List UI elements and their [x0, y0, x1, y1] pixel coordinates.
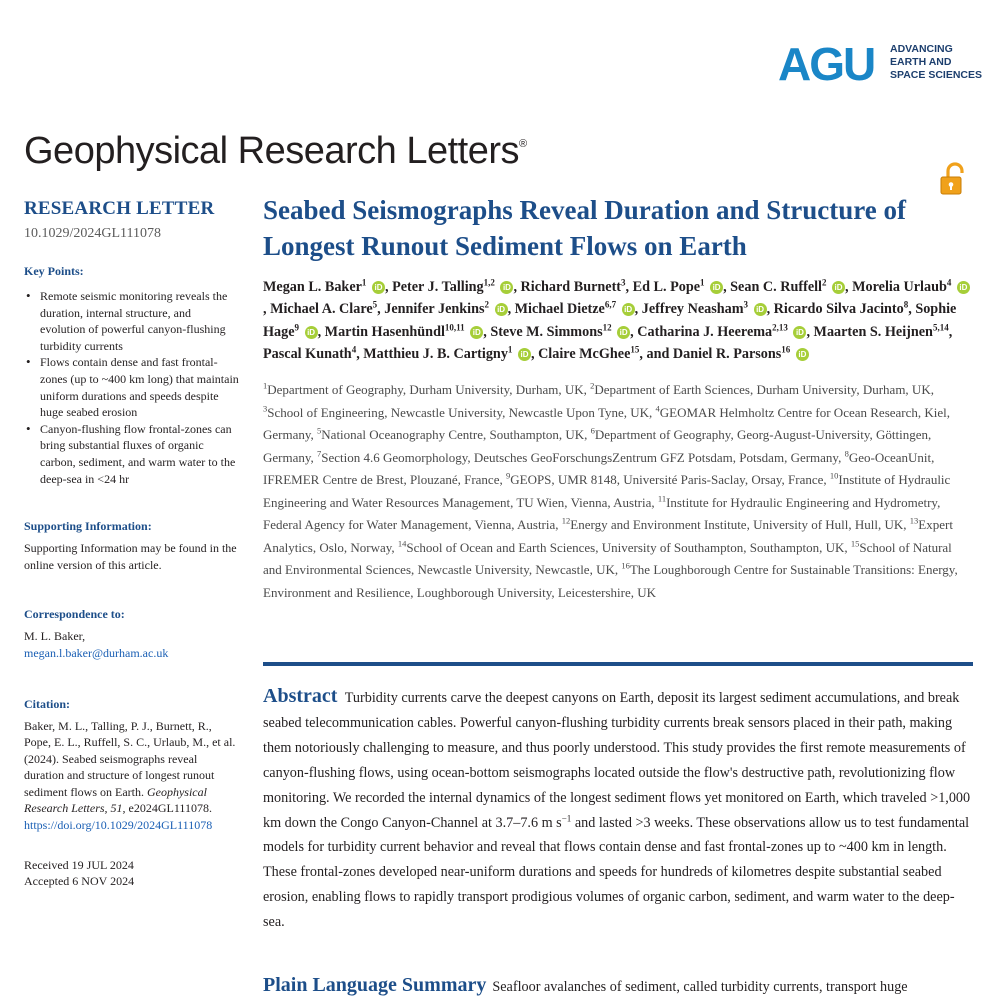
- affiliation-text: Expert Analytics, Oslo, Norway,: [263, 517, 953, 555]
- author-name: Megan L. Baker: [263, 279, 362, 295]
- author-separator: ,: [530, 345, 539, 362]
- affiliation-number: 8: [844, 448, 849, 459]
- author-separator: ,: [317, 323, 325, 340]
- abstract-superscript: −1: [561, 812, 572, 823]
- citation-heading: Citation:: [24, 696, 70, 711]
- affiliation-number: 12: [561, 515, 571, 526]
- author-separator: ,: [634, 301, 642, 318]
- author-name: Sophie Hage: [263, 301, 957, 340]
- author-name: Claire McGhee: [538, 345, 631, 362]
- orcid-icon[interactable]: iD: [372, 281, 385, 294]
- author: [813, 321, 953, 340]
- affiliation-text: Department of Geography, Durham University, Durham, UK,: [267, 382, 591, 398]
- author: [392, 279, 520, 295]
- author-separator: ,: [845, 279, 853, 295]
- author: [774, 301, 916, 317]
- author-separator: ,: [948, 323, 953, 340]
- citation: [24, 718, 239, 834]
- key-points-heading: Key Points:: [24, 264, 84, 278]
- journal-name: Geophysical Research Letters: [24, 130, 520, 172]
- affiliation-text: Energy and Environment Institute, University of Hull, Hull, UK,: [570, 517, 910, 533]
- article-header: [263, 192, 973, 604]
- author-affiliation-number: 1: [700, 277, 705, 288]
- supporting-info-heading: Supporting Information:: [24, 519, 152, 534]
- affiliation-text: Institute for Hydraulic Engineering and Hydrometry, Federal Agency for Water Management, Vienna, Austria,: [263, 494, 941, 533]
- key-point: • Remote seismic monitoring reveals the duration, internal structure, and evolution of powerful canyon-flushing turbidity currents: [24, 288, 239, 354]
- affiliation-text: Section 4.6 Geomorphology, Deutsches GeoForschungsZentrum GFZ Potsdam, Potsdam, Germany,: [321, 449, 845, 465]
- author-list: [263, 276, 973, 365]
- agu-logo-mark: AGU: [778, 38, 875, 90]
- author-name: Martin Hasenhündl: [324, 323, 445, 340]
- dates: [24, 857, 239, 890]
- author: [538, 346, 673, 362]
- orcid-icon[interactable]: iD: [832, 281, 845, 294]
- author-name: Ricardo Silva Jacinto: [773, 301, 904, 318]
- correspondence-email-link[interactable]: megan.l.baker@durham.ac.uk: [24, 645, 169, 660]
- author-separator: ,: [723, 279, 731, 295]
- author-separator: ,: [507, 301, 515, 318]
- author-separator: ,: [806, 323, 814, 340]
- author-affiliation-number: 8: [903, 299, 909, 310]
- affiliation-text: The Loughborough Centre for Sustainable Transitions: Energy, Environment and Resilience, Loughborough University, Leicestershire, UK: [263, 562, 958, 600]
- agu-tagline-line: ADVANCING: [890, 43, 953, 55]
- supporting-info-text: Supporting Information may be found in the online version of this article.: [24, 541, 237, 572]
- citation-id: e2024GL111078.: [128, 801, 212, 816]
- author-affiliation-number: 3: [621, 277, 626, 288]
- author-name: Sean C. Ruffell: [730, 279, 822, 295]
- key-point: • Flows contain dense and fast frontal-zones (up to ~400 km long) that maintain uniform durations and speeds despite huge seabed erosion: [24, 354, 239, 420]
- orcid-icon[interactable]: iD: [754, 303, 767, 316]
- abstract-text-continued: and lasted >3 weeks. These observations allow us to test fundamental models for turbidity current behavior and reveal that flows contain dense and fast frontal-zones up to ~400 km in length. These frontal-zones developed near-uniform durations and speeds for hundreds of kilometres despite substantial seabed erosion, enabling flows to rapidly transport prodigious volumes of organic carbon, sediment, and warm water to the deep-sea.: [263, 814, 970, 931]
- author-affiliation-number: 12: [602, 321, 612, 332]
- plain-language-summary: [263, 973, 983, 999]
- author-name: Ed L. Pope: [632, 279, 701, 295]
- author-affiliation-number: 2: [484, 299, 490, 310]
- correspondence: [24, 628, 239, 661]
- doi: 10.1029/2024GL111078: [24, 226, 162, 241]
- author-affiliation-number: 4: [946, 277, 952, 288]
- author-separator: ,: [630, 323, 638, 340]
- author-separator: ,: [908, 301, 916, 318]
- received-date: Received 19 JUL 2024: [24, 857, 134, 872]
- author: [270, 301, 384, 317]
- orcid-icon[interactable]: iD: [957, 281, 970, 294]
- affiliation-number: 9: [505, 470, 511, 481]
- author: [633, 279, 731, 295]
- affiliation-number: 5: [317, 425, 322, 436]
- author-affiliation-number: 16: [781, 344, 791, 355]
- citation-doi-link[interactable]: https://doi.org/10.1029/2024GL111078: [24, 818, 213, 833]
- author-name: Richard Burnett: [520, 279, 622, 295]
- journal-title: [24, 130, 527, 173]
- author: [642, 301, 774, 317]
- article-type: RESEARCH LETTER: [24, 198, 215, 219]
- author-name: Steve M. Simmons: [490, 323, 603, 340]
- author-affiliation-number: 2,13: [772, 321, 788, 332]
- affiliation-number: 10: [829, 470, 839, 481]
- author-separator: , and: [639, 345, 673, 362]
- author: [637, 321, 814, 340]
- author-separator: ,: [625, 279, 633, 295]
- author-separator: ,: [384, 279, 393, 295]
- affiliation-text: Geo-OceanUnit, IFREMER Centre de Brest, Plouzané, France,: [263, 449, 935, 488]
- orcid-icon[interactable]: iD: [622, 303, 635, 316]
- abstract-heading: Abstract: [263, 685, 338, 707]
- affiliation-number: 2: [590, 380, 595, 391]
- affiliation-number: 6: [590, 425, 595, 436]
- affiliation-number: 16: [621, 560, 630, 571]
- affiliation-text: School of Engineering, Newcastle University, Newcastle Upon Tyne, UK,: [267, 404, 656, 420]
- citation-text: Baker, M. L., Talling, P. J., Burnett, R., Pope, E. L., Ruffell, S. C., Urlaub, M., et al. (2024). Seabed seismographs reveal duration and structure of longest runout sediment flows on Earth.: [24, 718, 236, 799]
- author-affiliation-number: 15: [630, 344, 640, 355]
- orcid-icon[interactable]: iD: [617, 326, 630, 339]
- author: [384, 301, 514, 317]
- registered-mark: ®: [519, 138, 527, 150]
- author: [673, 346, 809, 362]
- author-name: Peter J. Talling: [392, 279, 484, 295]
- author: [324, 321, 491, 340]
- author-name: Jeffrey Neasham: [641, 301, 744, 318]
- author-affiliation-number: 5: [372, 299, 378, 310]
- orcid-icon[interactable]: iD: [793, 326, 806, 339]
- affiliation-number: 11: [657, 493, 667, 504]
- author-name: Catharina J. Heerema: [637, 323, 773, 340]
- author-separator: ,: [483, 323, 491, 340]
- agu-logo[interactable]: [778, 38, 982, 90]
- unlocked-padlock-icon[interactable]: [938, 162, 968, 196]
- affiliation-number: 13: [909, 515, 919, 526]
- abstract: [263, 684, 973, 935]
- author-affiliation-number: 10,11: [444, 321, 465, 332]
- citation-journal: Geophysical Research Letters, 51,: [24, 784, 207, 816]
- article-title: Seabed Seismographs Reveal Duration and Structure of Longest Runout Sediment Flows on Earth: [263, 195, 907, 261]
- affiliation-list: [263, 379, 973, 604]
- author: [521, 279, 633, 295]
- author: [263, 346, 363, 362]
- author-affiliation-number: 4: [351, 344, 357, 355]
- author-name: Pascal Kunath: [263, 345, 352, 362]
- affiliation-text: Department of Earth Sciences, Durham University, Durham, UK,: [594, 382, 934, 398]
- author-affiliation-number: 9: [294, 321, 300, 332]
- affiliation-text: Institute of Hydraulic Engineering and Water Resources Management, TU Wien, Vienna, Austria,: [263, 472, 951, 510]
- correspondence-heading: Correspondence to:: [24, 607, 125, 622]
- agu-tagline-line: SPACE SCIENCES: [890, 69, 982, 81]
- abstract-text: Turbidity currents carve the deepest canyons on Earth, deposit its largest sediment accumulations, and break seabed telecommunication cables. Powerful canyon-flushing turbidity currents break sensors placed in their path, making them notoriously challenging to measure, and thus poorly understood. This study provides the first remote measurements of canyon-flushing flows, using ocean-bottom seismographs located outside the flow's destructive path, revolutionizing flow monitoring. We recorded the internal dynamics of the longest sediment flows yet monitored on Earth, which traveled >1,000 km down the Congo Canyon-Channel at 3.7–7.6 m s: [263, 690, 971, 831]
- orcid-icon[interactable]: iD: [495, 303, 508, 316]
- section-divider: [263, 662, 973, 666]
- author: [515, 301, 642, 317]
- author-name: Daniel R. Parsons: [672, 345, 782, 362]
- correspondence-name: M. L. Baker,: [24, 629, 86, 644]
- author-affiliation-number: 1: [507, 344, 513, 355]
- author-name: Maarten S. Heijnen: [813, 323, 933, 340]
- plain-language-summary-heading: Plain Language Summary: [263, 974, 487, 996]
- key-points-list: [24, 288, 239, 487]
- author: [363, 346, 538, 362]
- author-separator: ,: [263, 301, 271, 318]
- author-name: Michael Dietze: [514, 301, 605, 318]
- author-affiliation-number: 5,14: [932, 321, 949, 332]
- agu-tagline-line: EARTH AND: [890, 56, 952, 68]
- author-separator: ,: [356, 345, 364, 362]
- author: [490, 321, 638, 340]
- key-point: • Canyon-flushing flow frontal-zones can bring substantial fluxes of organic carbon, sediment, and warm water to the deep-sea in <24 hr: [24, 421, 239, 487]
- author: [263, 279, 392, 295]
- affiliation-number: 14: [397, 538, 407, 549]
- author-affiliation-number: 2: [822, 277, 827, 288]
- author-affiliation-number: 1: [361, 277, 367, 288]
- orcid-icon[interactable]: iD: [500, 281, 513, 294]
- author-affiliation-number: 3: [743, 299, 749, 310]
- author-separator: ,: [766, 301, 774, 318]
- affiliation-number: 1: [263, 380, 268, 391]
- author-separator: ,: [377, 301, 385, 318]
- sidebar: [24, 198, 239, 890]
- orcid-icon[interactable]: iD: [796, 348, 809, 361]
- author-affiliation-number: 6,7: [604, 299, 617, 310]
- author-affiliation-number: 1,2: [483, 277, 495, 288]
- affiliation-text: School of Natural and Environmental Sciences, Newcastle University, Newcastle, UK,: [263, 539, 952, 578]
- affiliation-number: 7: [317, 448, 322, 459]
- orcid-icon[interactable]: iD: [710, 281, 723, 294]
- orcid-icon[interactable]: iD: [305, 326, 318, 339]
- orcid-icon[interactable]: iD: [470, 326, 483, 339]
- affiliation-text: Department of Geography, Georg-August-University, Göttingen, Germany,: [263, 427, 932, 465]
- author-name: Jennifer Jenkins: [384, 301, 485, 318]
- affiliation-text: GEOPS, UMR 8148, Université Paris-Saclay, Orsay, France,: [510, 472, 830, 488]
- agu-logo-tagline: [890, 43, 982, 82]
- author: [730, 279, 852, 295]
- affiliation-number: 4: [655, 403, 660, 414]
- affiliation-number: 3: [263, 403, 268, 414]
- author-name: Morelia Urlaub: [852, 279, 947, 295]
- affiliation-text: School of Ocean and Earth Sciences, University of Southampton, Southampton, UK,: [406, 539, 851, 555]
- affiliation-text: National Oceanography Centre, Southampton, UK,: [321, 427, 591, 443]
- affiliation-number: 15: [850, 538, 860, 549]
- author-name: Matthieu J. B. Cartigny: [363, 345, 508, 362]
- accepted-date: Accepted 6 NOV 2024: [24, 874, 135, 889]
- author-separator: ,: [513, 279, 521, 295]
- plain-language-summary-text: Seafloor avalanches of sediment, called turbidity currents, transport huge: [492, 979, 908, 995]
- orcid-icon[interactable]: iD: [518, 348, 531, 361]
- affiliation-text: GEOMAR Helmholtz Centre for Ocean Research, Kiel, Germany,: [263, 404, 951, 443]
- author-name: Michael A. Clare: [270, 301, 373, 318]
